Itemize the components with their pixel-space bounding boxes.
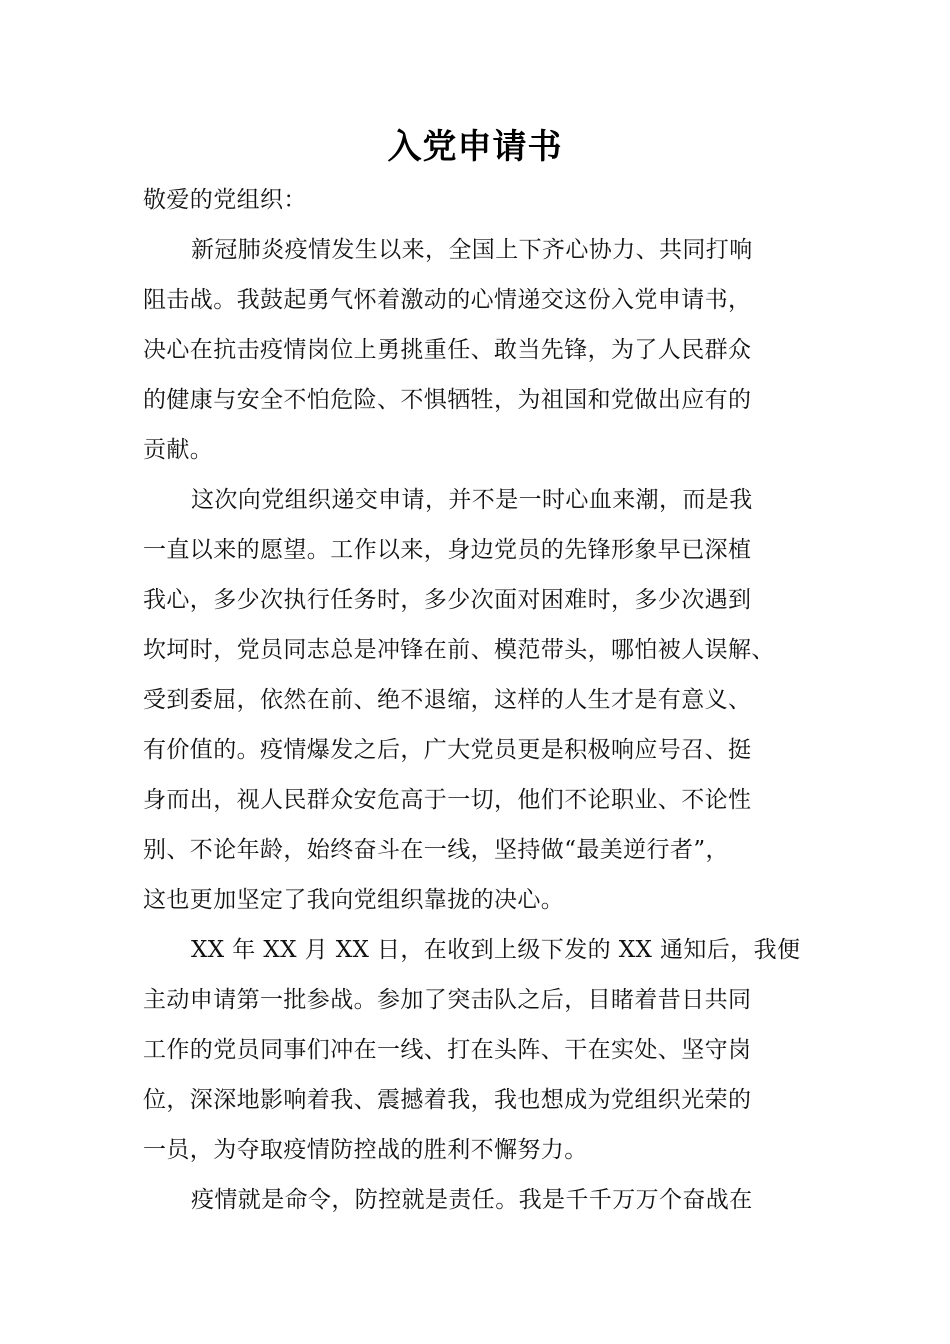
paragraph-line: 阻击战。我鼓起勇气怀着激动的心情递交这份入党申请书， <box>143 287 752 313</box>
paragraph-line: 这也更加坚定了我向党组织靠拢的决心。 <box>143 887 565 913</box>
paragraph-line: 决心在抗击疫情岗位上勇挑重任、敢当先锋，为了人民群众 <box>143 337 752 363</box>
document-title: 入党申请书 <box>387 127 563 167</box>
paragraph-line: 位，深深地影响着我、震撼着我，我也想成为党组织光荣的 <box>143 1087 752 1113</box>
paragraph-line: 工作的党员同事们冲在一线、打在头阵、干在实处、坚守岗 <box>143 1037 752 1063</box>
paragraph-line: 我心，多少次执行任务时，多少次面对困难时，多少次遇到 <box>143 587 752 613</box>
paragraph-line: 疫情就是命令，防控就是责任。我是千千万万个奋战在 <box>191 1187 753 1213</box>
paragraph-line: XX 年 XX 月 XX 日，在收到上级下发的 XX 通知后，我便 <box>191 937 801 963</box>
paragraph-line: 一员，为夺取疫情防控战的胜利不懈努力。 <box>143 1137 588 1163</box>
paragraph-line: 这次向党组织递交申请，并不是一时心血来潮，而是我 <box>191 487 753 513</box>
salutation-line: 敬爱的党组织： <box>143 187 307 213</box>
paragraph-line: 的健康与安全不怕危险、不惧牺牲，为祖国和党做出应有的 <box>143 387 752 413</box>
paragraph-line: 受到委屈，依然在前、绝不退缩，这样的人生才是有意义、 <box>143 687 752 713</box>
paragraph-line: 有价值的。疫情爆发之后，广大党员更是积极响应号召、挺 <box>143 737 752 763</box>
paragraph-line: 一直以来的愿望。工作以来，身边党员的先锋形象早已深植 <box>143 537 752 563</box>
paragraph-line: 贡献。 <box>143 437 214 463</box>
paragraph-line: 新冠肺炎疫情发生以来，全国上下齐心协力、共同打响 <box>191 237 753 263</box>
paragraph-line: 坎坷时，党员同志总是冲锋在前、模范带头，哪怕被人误解、 <box>143 637 775 663</box>
paragraph-line: 主动申请第一批参战。参加了突击队之后，目睹着昔日共同 <box>143 987 752 1013</box>
paragraph-line: 别、不论年龄，始终奋斗在一线，坚持做“最美逆行者”， <box>143 837 729 863</box>
paragraph-line: 身而出，视人民群众安危高于一切，他们不论职业、不论性 <box>143 787 752 813</box>
